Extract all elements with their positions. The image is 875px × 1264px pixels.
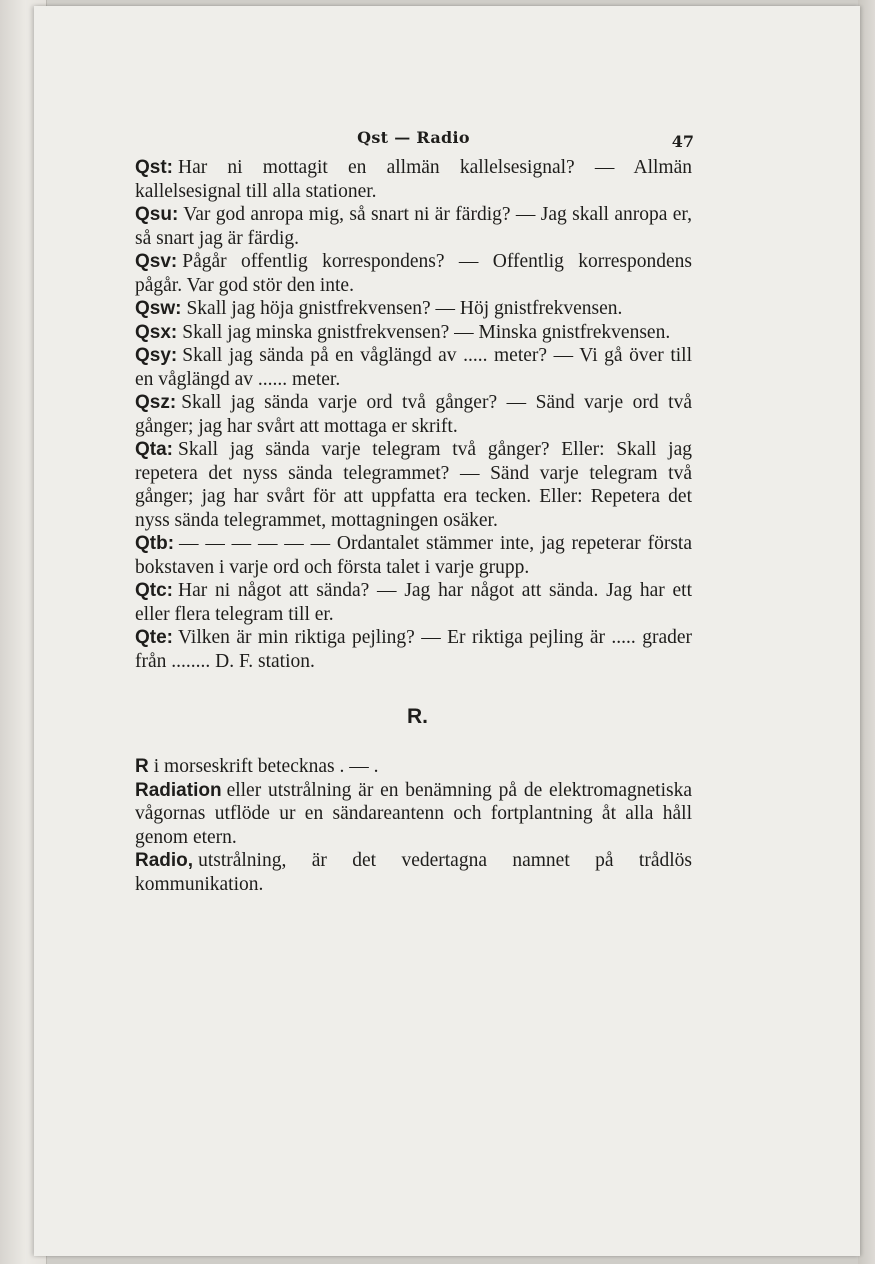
entry-text: Har ni mottagit en allmän kallelsesignal? — Allmän kallelsesignal till alla stationer. (135, 157, 692, 202)
entry-text: utstrålning, är det vedertagna namnet på trådlös kommunikation. (135, 850, 692, 895)
running-head-title: Qst — Radio (357, 128, 470, 147)
entry-text: Pågår offentlig korrespondens? — Offentlig korrespondens pågår. Var god stör den inte. (135, 251, 692, 296)
page-content (135, 126, 692, 896)
entry-term: Radio, (135, 850, 194, 871)
running-head (135, 126, 692, 156)
dictionary-entry (135, 321, 692, 345)
dictionary-entry (135, 203, 692, 250)
entry-term: Qsv: (135, 251, 178, 272)
entry-term: Qte: (135, 627, 173, 648)
entry-term: Radiation (135, 779, 222, 801)
entry-term: Qta: (135, 439, 173, 460)
entry-term: Qsz: (135, 392, 177, 413)
dictionary-entry (135, 297, 692, 321)
dictionary-entry (135, 156, 692, 203)
page-number: 47 (671, 132, 694, 151)
entry-text: eller utstrålning är en benämning på de elektromagnetiska vågornas utflöde ur en sändareantenn och fortplantning åt alla håll genom etern. (135, 779, 692, 848)
dictionary-entry (135, 849, 692, 896)
entry-text: Var god anropa mig, så snart ni är färdig? — Jag skall anropa er, så snart jag är färdig. (135, 204, 692, 249)
entry-term: Qtc: (135, 580, 173, 601)
dictionary-entry (135, 250, 692, 297)
dictionary-entry (135, 755, 692, 779)
dictionary-entry (135, 532, 692, 579)
entry-term: Qst: (135, 157, 173, 178)
entry-text: Vilken är min riktiga pejling? — Er riktiga pejling är ..... grader från ........ D. F. station. (135, 627, 692, 672)
dictionary-entry (135, 344, 692, 391)
entry-text: — — — — — — Ordantalet stämmer inte, jag repeterar första bokstaven i varje ord och första talet i varje grupp. (135, 533, 692, 578)
dictionary-entry (135, 579, 692, 626)
dictionary-entry (135, 779, 692, 850)
dictionary-entry (135, 391, 692, 438)
section-heading: R. (407, 705, 428, 728)
entry-term: Qsu: (135, 204, 179, 225)
right-page-edge (858, 0, 875, 1264)
entry-term: Qsx: (135, 321, 178, 343)
entry-term: R (135, 756, 149, 777)
entry-text: i morseskrift betecknas . — . (153, 756, 379, 777)
q-code-list (135, 156, 692, 673)
entry-term: Qsy: (135, 345, 178, 366)
entry-term: Qtb: (135, 533, 175, 554)
entry-text: Skall jag minska gnistfrekvensen? — Minska gnistfrekvensen. (182, 321, 671, 343)
r-entry-list (135, 755, 692, 896)
entry-term: Qsw: (135, 298, 182, 319)
dictionary-entry (135, 438, 692, 532)
entry-text: Skall jag sända på en våglängd av ..... meter? — Vi gå över till en våglängd av ...... meter. (135, 345, 692, 390)
entry-text: Har ni något att sända? — Jag har något att sända. Jag har ett eller flera telegram till er. (135, 580, 692, 625)
entry-text: Skall jag sända varje ord två gånger? — Sänd varje ord två gånger; jag har svårt att mottaga er skrift. (135, 392, 692, 437)
entry-text: Skall jag höja gnistfrekvensen? — Höj gnistfrekvensen. (186, 298, 623, 319)
entry-text: Skall jag sända varje telegram två gånger? Eller: Skall jag repetera det nyss sända telegrammet? — Sänd varje telegram två gånger; jag har svårt för att uppfatta era tecken. Eller: Repetera det nyss sända telegrammet, mottagningen osäker. (135, 439, 692, 531)
dictionary-entry (135, 626, 692, 673)
